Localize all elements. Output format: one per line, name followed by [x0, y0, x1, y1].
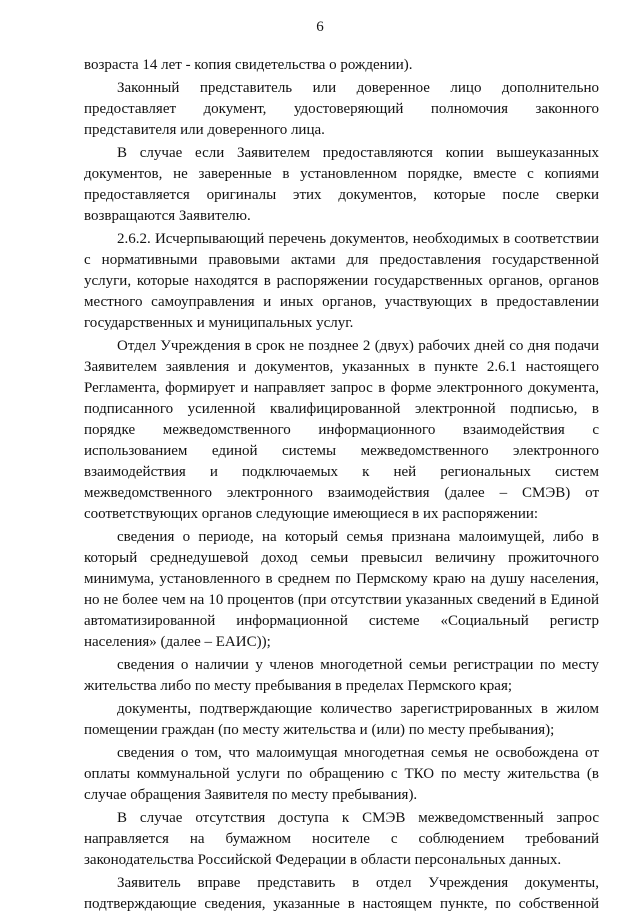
paragraph-3: В случае если Заявителем предоставляются копии вышеуказанных документов, не заверенные в установленном порядке, вместе с копиями предоставляется оригиналы этих документов, которые после сверки возвращаются Заявителю.: [84, 145, 599, 224]
paragraph-9: сведения о том, что малоимущая многодетная семья не освобождена от оплаты коммунальной услуги по обращению с ТКО по месту жительства (в случае обращения Заявителя по месту пребывания).: [84, 745, 599, 803]
paragraph-5: Отдел Учреждения в срок не позднее 2 (двух) рабочих дней со дня подачи Заявителем заявления и документов, указанных в пункте 2.6.1 настоящего Регламента, формирует и направляет запрос в форме электронного документа, подписанного усиленной квалифицированной электронной подписью, в порядке межведомственного информационного взаимодействия с использованием единой системы межведомственного электронного взаимодействия и подключаемых к ней региональных систем межведомственного электронного взаимодействия (далее – СМЭВ) от соответствующих органов следующие имеющиеся в их распоряжении:: [84, 338, 599, 522]
paragraph-10: В случае отсутствия доступа к СМЭВ межведомственный запрос направляется на бумажном носителе с соблюдением требований законодательства Российской Федерации в области персональных данных.: [84, 810, 599, 868]
paragraph-7: сведения о наличии у членов многодетной семьи регистрации по месту жительства либо по месту пребывания в пределах Пермского края;: [84, 657, 599, 694]
page-number: 6: [316, 19, 324, 35]
paragraph-11: Заявитель вправе представить в отдел Учреждения документы, подтверждающие сведения, указанные в настоящем пункте, по собственной: [84, 875, 599, 912]
paragraph-2: Законный представитель или доверенное лицо дополнительно предоставляет документ, удостоверяющий полномочия законного представителя или доверенного лица.: [84, 80, 599, 138]
document-body: [84, 55, 599, 917]
paragraph-1: возраста 14 лет - копия свидетельства о рождении).: [84, 57, 413, 73]
paragraph-4: 2.6.2. Исчерпывающий перечень документов, необходимых в соответствии с нормативными правовыми актами для предоставления государственной услуги, которые находятся в распоряжении государственных органов, органов местного самоуправления и иных органов, участвующих в предоставлении государственных и муниципальных услуг.: [84, 231, 599, 331]
paragraph-8: документы, подтверждающие количество зарегистрированных в жилом помещении граждан (по месту жительства и (или) по месту пребывания);: [84, 701, 599, 738]
paragraph-6: сведения о периоде, на который семья признана малоимущей, либо в который среднедушевой доход семьи превысил величину прожиточного минимума, установленного в среднем по Пермскому краю на душу населения, но не более чем на 10 процентов (при отсутствии указанных сведений в Единой автоматизированной информационной системе «Социальный регистр населения» (далее – ЕАИС));: [84, 529, 599, 650]
